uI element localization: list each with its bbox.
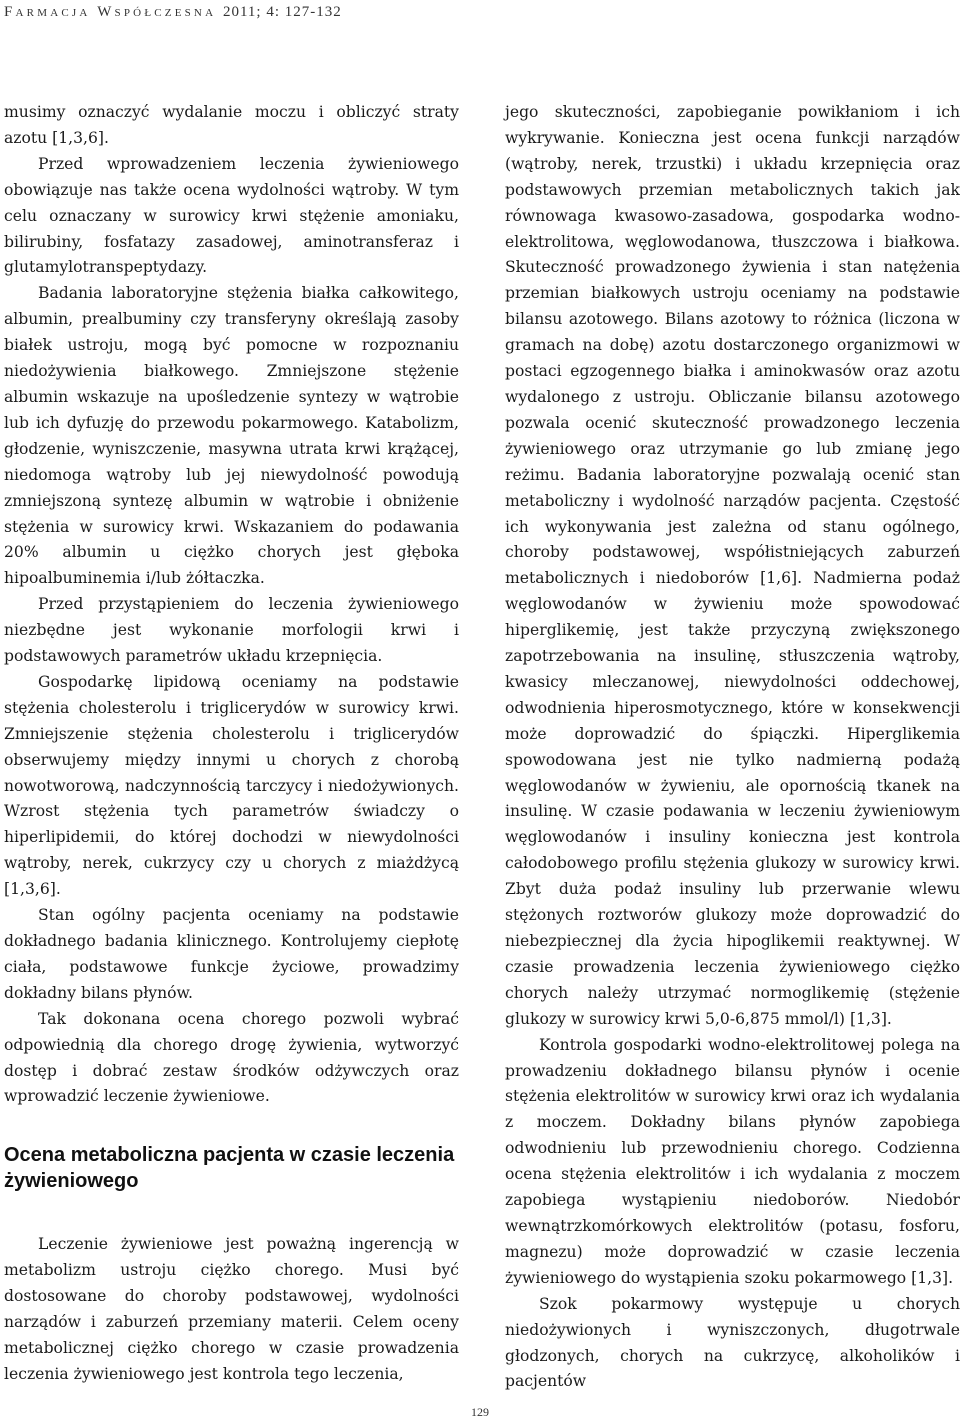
right-column	[505, 100, 960, 1395]
paragraph: jego skuteczności, zapobieganie powikłaniom i ich wykrywanie. Konieczna jest ocena funkcji narządów (wątroby, nerek, trzustki) i układu krzepnięcia oraz podstawowych przemian metabolicznych takich jak równowaga kwasowo-zasadowa, gospodarka wodno-elektrolitowa, węglowodanowa, tłuszczowa i białkowa. Skuteczność prowadzonego żywienia i stan natężenia przemian białkowych ustroju oceniamy na podstawie bilansu azotowego. Bilans azotowy to różnica (liczona w gramach na dobę) azotu dostarczonego organizmowi w postaci egzogennego białka i aminokwasów oraz azotu wydalonego z ustroju. Obliczanie bilansu azotowego pozwala ocenić skuteczność prowadzonego leczenia żywieniowego oraz utrzymanie go lub zmianę jego reżimu. Badania laboratoryjne pozwalają ocenić stan metaboliczny i wydolność narządów pacjenta. Częstość ich wykonywania jest zależna od stanu ogólnego, choroby podstawowej, współistniejących zaburzeń metabolicznych i niedoborów [1,6]. Nadmierna podaż węglowodanów w żywieniu może spowodować hiperglikemię, jest także przyczyną zwiększonego zapotrzebowania na insulinę, stłuszczenia wątroby, kwasicy mleczanowej, niewydolności oddechowej, odwodnienia hiperosmotycznego, które w konsekwencji może doprowadzić do śpiączki. Hiperglikemia spowodowana jest nie tylko nadmierną podażą węglowodanów w żywieniu, ale opornością tkanek na insulinę. W czasie podawania w leczeniu żywieniowym węglowodanów i insuliny konieczna jest kontrola całodobowego profilu stężenia glukozy w surowicy krwi. Zbyt duża podaż insuliny lub przerwanie wlewu stężonych roztworów glukozy może doprowadzić do niebezpiecznej dla życia hipoglikemii reaktywnej. W czasie prowadzenia leczenia żywieniowego ciężko chorych należy utrzymać normoglikemię (stężenie glukozy w surowicy krwi 5,0-6,875 mmol/l) [1,3].	[505, 103, 960, 1028]
running-header	[0, 0, 342, 24]
left-column	[4, 100, 459, 1388]
paragraph: Stan ogólny pacjenta oceniamy na podstawie dokładnego badania klinicznego. Kontrolujemy ciepłotę ciała, podstawowe funkcje życiowe, prowadzimy dokładny bilans płynów.	[4, 906, 459, 1002]
paragraph: Przed wprowadzeniem leczenia żywieniowego obowiązuje nas także ocena wydolności wątroby. W tym celu oznaczany w surowicy krwi stężenie amoniaku, bilirubiny, fosfatazy zasadowej, aminotransferaz i glutamylotranspeptydazy.	[4, 154, 459, 277]
issue-citation: 2011; 4: 127-132	[222, 4, 342, 20]
paragraph: musimy oznaczyć wydalanie moczu i obliczyć straty azotu [1,3,6].	[4, 103, 459, 147]
paragraph: Tak dokonana ocena chorego pozwoli wybrać odpowiednią dla chorego drogę żywienia, wytworzyć dostęp i dobrać zestaw środków odżywczych oraz wprowadzić leczenie żywieniowe.	[4, 1009, 459, 1106]
paragraph: Gospodarkę lipidową oceniamy na podstawie stężenia cholesterolu i triglicerydów w surowicy krwi. Zmniejszenie stężenia cholesterolu i triglicerydów obserwujemy między innymi u chorych z chorobą nowotworową, nadczynnością tarczycy i niedożywionych. Wzrost stężenia tych parametrów świadczy o hiperlipidemii, do której dochodzi w niewydolności wątroby, nerek, cukrzycy czy u chorych z miażdżycą [1,3,6].	[4, 672, 459, 899]
paragraph: Leczenie żywieniowe jest poważną ingerencją w metabolizm ustroju ciężko chorego. Musi być dostosowane do choroby podstawowej, wydolności narządów i zaburzeń przemiany materii. Celem oceny metabolicznej ciężko chorego w czasie prowadzenia leczenia żywieniowego jest kontrola tego leczenia,	[4, 1235, 459, 1383]
paragraph: Przed przystąpieniem do leczenia żywieniowego niezbędne jest wykonanie morfologii krwi i podstawowych parametrów układu krzepnięcia.	[4, 595, 459, 666]
paragraph: Badania laboratoryjne stężenia białka całkowitego, albumin, prealbuminy czy transferyny określają zasoby białek ustroju, mogą być pomocne w rozpoznaniu niedożywienia białkowego. Zmniejszone stężenie albumin wskazuje na upośledzenie syntezy w wątrobie lub ich dyfuzję do przewodu pokarmowego. Katabolizm, głodzenie, wyniszczenie, masywna utrata krwi krążącej, niedomoga wątroby lub jej niewydolność powodują zmniejszoną syntezę albumin w wątrobie i obniżenie stężenia w surowicy krwi. Wskazaniem do podawania 20% albumin u ciężko chorych jest głęboka hipoalbuminemia i/lub żółtaczka.	[4, 284, 459, 588]
paragraph: Szok pokarmowy występuje u chorych niedożywionych i wyniszczonych, długotrwale głodzonych, chorych na cukrzycę, alkoholików i pacjentów	[505, 1294, 960, 1391]
journal-title: Farmacja Współczesna	[4, 4, 217, 20]
section-heading: Ocena metaboliczna pacjenta w czasie leczenia żywieniowego	[4, 1144, 455, 1193]
page-number: 129	[471, 1405, 489, 1419]
paragraph: Kontrola gospodarki wodno-elektrolitowej polega na prowadzeniu dokładnego bilansu płynów i ocenie stężenia elektrolitów w surowicy krwi oraz ich wydalania z moczem. Dokładny bilans płynów zapobiega odwodnieniu lub przewodnieniu chorego. Codzienna ocena stężenia elektrolitów i ich wydalania z moczem zapobiega wystąpieniu niedoborów. Niedobór wewnątrzkomórkowych elektrolitów (potasu, fosforu, magnezu) może doprowadzić w czasie leczenia żywieniowego do wystąpienia szoku pokarmowego [1,3].	[505, 1035, 960, 1287]
